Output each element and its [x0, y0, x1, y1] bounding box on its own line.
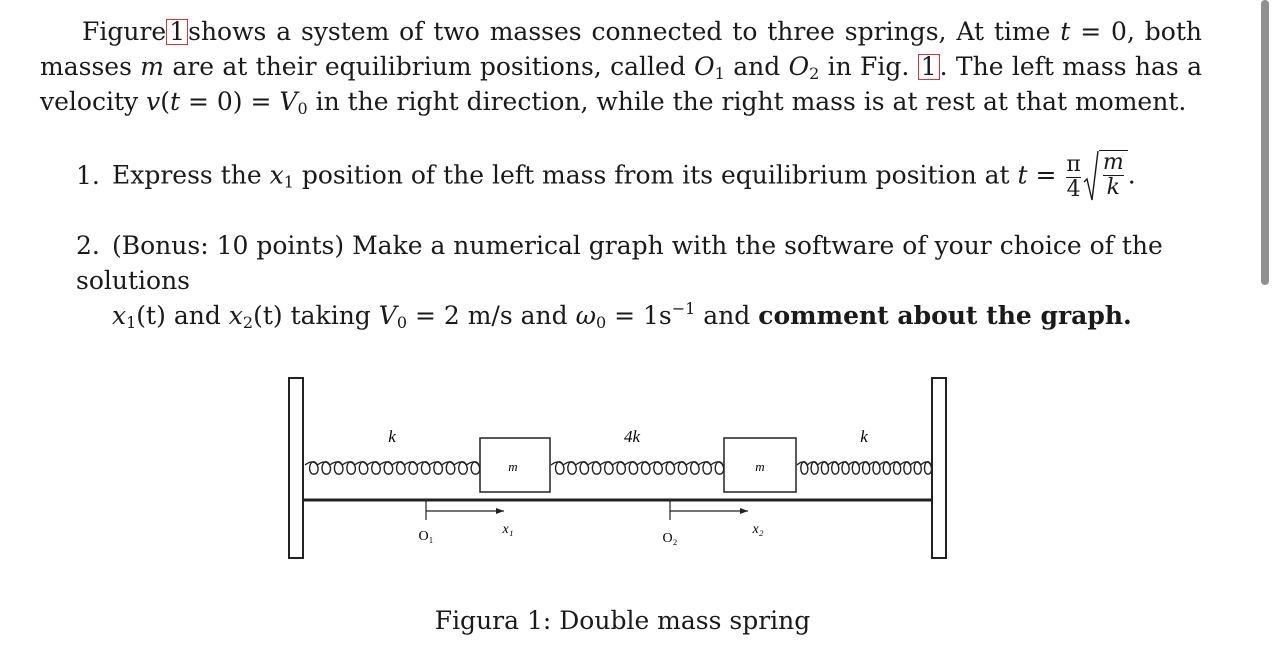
- double-mass-spring-figure: [286, 370, 956, 570]
- item2-eq-v: = 2 m/s and: [414, 301, 568, 330]
- sqrt-m-over-k: [1083, 150, 1128, 204]
- item2-eq-w: = 1s: [614, 301, 672, 330]
- spring-middle-label: 4k: [623, 427, 641, 446]
- text-d: in Fig.: [827, 52, 910, 81]
- var-t-2: t: [169, 87, 181, 116]
- item2-text: (Bonus: 10 points) Make a numerical graph with the software of your choice of the solutions: [76, 231, 1163, 295]
- item2-sub0: 0: [396, 313, 407, 332]
- item1-period: .: [1127, 160, 1136, 190]
- list-item-1: [76, 150, 1206, 204]
- spring-right: [797, 462, 932, 474]
- item2-sub2: 2: [242, 313, 254, 332]
- item-number-1: 1.: [76, 160, 100, 190]
- m-over-k-fraction: [1103, 151, 1124, 200]
- paren-eq: = 0) =: [187, 87, 272, 116]
- item1-eq: =: [1035, 160, 1057, 190]
- text-f: in the right direction, while the right mass is at rest at that moment.: [315, 87, 1187, 116]
- item2-exp: −1: [671, 299, 696, 318]
- sub-1: 1: [714, 64, 725, 83]
- frac-k: k: [1106, 175, 1120, 200]
- x2-arrowhead-icon: [740, 508, 748, 514]
- word-and: and: [733, 52, 781, 81]
- mass-right-label: m: [755, 459, 765, 474]
- item2-sub1: 1: [126, 313, 137, 332]
- x2-label: x₂: [752, 522, 764, 537]
- item2-var-v0: V: [378, 301, 397, 330]
- text-b: both masses: [40, 17, 1202, 81]
- item1-text2: position of the left mass from its equilibrium position at: [301, 160, 1010, 190]
- paren-open: (: [160, 87, 170, 116]
- item2-targ1: (t): [136, 301, 166, 330]
- item2-var-x2: x: [228, 301, 243, 330]
- figure-ref-link-2[interactable]: 1: [918, 54, 940, 80]
- mass-left-label: m: [508, 459, 518, 474]
- origin-right-label: O₂: [662, 531, 678, 546]
- figure-ref-link[interactable]: 1: [166, 19, 188, 45]
- var-v: v: [146, 87, 161, 116]
- spring-left: [305, 462, 480, 474]
- var-m: m: [140, 52, 164, 81]
- item2-targ2: (t): [253, 301, 283, 330]
- var-x1: x: [269, 160, 284, 190]
- four-denominator: 4: [1066, 176, 1081, 202]
- var-o2: O: [788, 52, 810, 81]
- x1-label: x₁: [502, 522, 514, 537]
- left-wall: [289, 378, 303, 558]
- var-t: t: [1060, 17, 1071, 46]
- item1-text: Express the: [112, 160, 262, 190]
- eq-zero: = 0,: [1080, 17, 1135, 46]
- item2-bold: comment about the graph.: [758, 301, 1132, 330]
- word-figure: Figure: [82, 17, 167, 46]
- item2-and: and: [173, 301, 221, 330]
- sub-0: 0: [297, 99, 308, 118]
- radical-sign-icon: [1083, 150, 1099, 204]
- scrollbar[interactable]: [1261, 0, 1269, 285]
- frac-m: m: [1102, 150, 1124, 175]
- item1-var-t: t: [1017, 160, 1028, 190]
- item2-taking: taking: [290, 301, 371, 330]
- spring-left-label: k: [388, 427, 396, 446]
- sub-2: 2: [809, 64, 820, 83]
- right-wall: [932, 378, 946, 558]
- x1-arrowhead-icon: [496, 508, 504, 514]
- text-c: are at their equilibrium positions, called: [172, 52, 686, 81]
- figure-caption: Figura 1: Double mass spring: [434, 606, 811, 635]
- item1-sub: 1: [283, 172, 294, 192]
- pi-over-4-fraction: [1066, 153, 1080, 202]
- list-item-2: [76, 228, 1206, 333]
- origin-left-label: O₁: [418, 529, 434, 544]
- item2-and2: and: [703, 301, 751, 330]
- item2-var-x1: x: [112, 301, 127, 330]
- item2-omega: ω: [575, 301, 596, 330]
- var-v0: V: [279, 87, 298, 116]
- spring-right-label: k: [860, 427, 868, 446]
- text-a: shows a system of two masses connected to three springs, At time: [188, 17, 1051, 46]
- spring-middle: [551, 462, 724, 474]
- text-e: . The left mass has a velocity: [40, 52, 1202, 116]
- pi-symbol: π: [1066, 151, 1081, 177]
- item-number-2: 2.: [76, 231, 100, 260]
- var-o1: O: [694, 52, 715, 81]
- item2-omega-sub: 0: [595, 313, 607, 332]
- intro-paragraph: [40, 14, 1202, 119]
